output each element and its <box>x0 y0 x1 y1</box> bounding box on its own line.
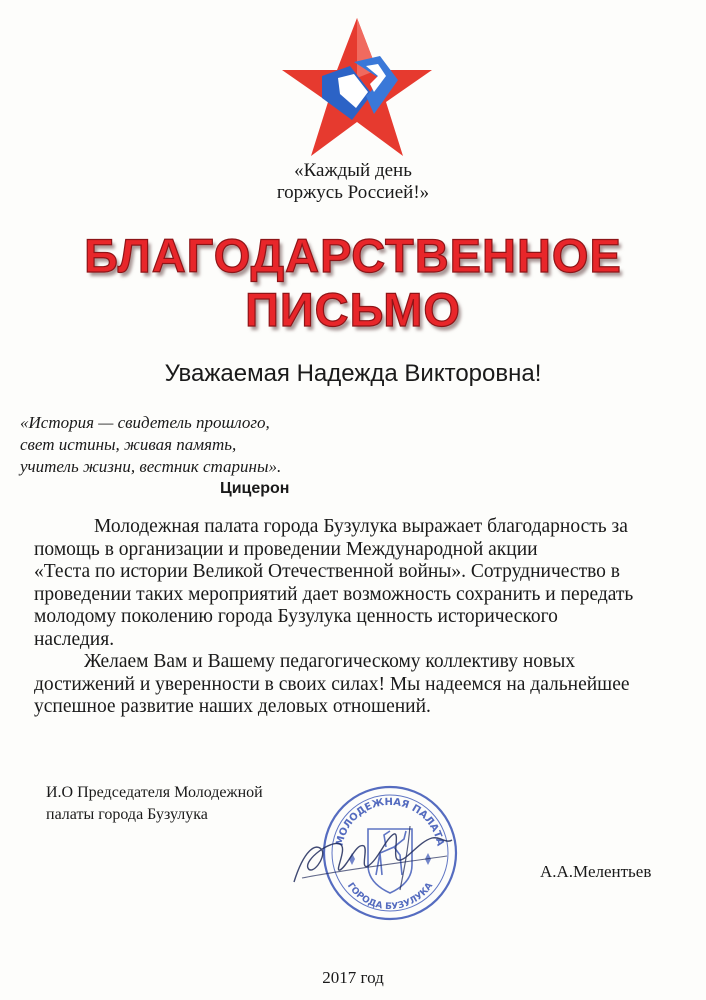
body-line: Молодежная палата города Бузулука выражает благодарность за <box>94 516 628 537</box>
motto-line: горжусь Россией!» <box>276 182 430 203</box>
body-line: молодому поколению города Бузулука ценность исторического <box>34 606 558 627</box>
epigraph-line: «История — свидетель прошлого, <box>20 413 270 432</box>
epigraph-author: Цицерон <box>220 480 290 497</box>
stamp-bottom-text: ГОРОДА БУЗУЛУКА <box>344 881 436 913</box>
epigraph-line: учитель жизни, вестник старины». <box>20 457 282 476</box>
body-line: Желаем Вам и Вашему педагогическому коллективу новых <box>84 651 576 672</box>
letter-body <box>34 516 694 719</box>
body-line: «Теста по истории Великой Отечественной войны». Сотрудничество в <box>34 561 621 582</box>
epigraph-line: свет истины, живая память, <box>20 435 237 454</box>
signer-name: А.А.Мелентьев <box>540 862 652 881</box>
body-line: помощь в организации и проведении Международной акции <box>34 538 538 560</box>
signer-position-line: И.О Председателя Молодежной <box>46 784 263 801</box>
greeting: Уважаемая Надежда Викторовна! <box>164 360 542 387</box>
signer-position-line: палаты города Бузулука <box>46 806 208 823</box>
motto-line: «Каждый день <box>294 160 412 181</box>
handwritten-signature <box>282 820 457 900</box>
document-year: 2017 год <box>322 968 384 987</box>
stamp-top-text: МОЛОДЕЖНАЯ ПАЛАТА <box>334 796 446 848</box>
body-paragraph-1 <box>34 516 694 651</box>
document-title-line-2: ПИСЬМО <box>245 283 461 336</box>
body-line: проведении таких мероприятий дает возможность сохранить и передать <box>34 583 634 605</box>
red-star-emblem-icon <box>282 18 432 158</box>
epigraph <box>20 412 281 478</box>
signer-position <box>46 782 263 826</box>
document-title-line-1: БЛАГОДАРСТВЕННОЕ <box>84 229 622 282</box>
body-line: успешное развитие наших деловых отношений. <box>34 696 431 717</box>
body-line: наследия. <box>34 628 115 650</box>
motto <box>0 160 706 204</box>
body-line: достижений и уверенности в своих силах! Мы надеемся на дальнейшее <box>34 673 630 695</box>
body-paragraph-2 <box>34 651 694 719</box>
